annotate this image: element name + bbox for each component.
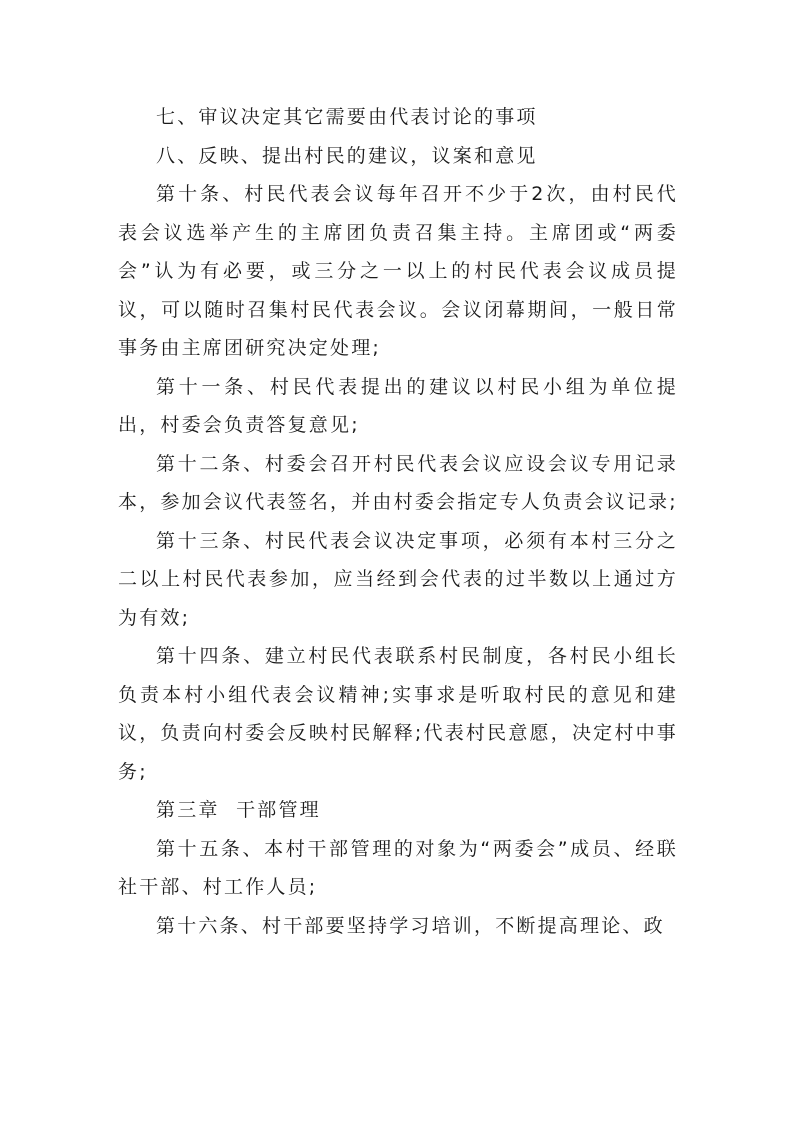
- article-14-paragraph: 第十四条、建立村民代表联系村民制度，各村民小组长负责本村小组代表会议精神;实事求是听取村民的意见和建议，负责向村委会反映村民解释;代表村民意愿，决定村中事务;: [118, 645, 678, 783]
- chapter-3-heading: 第三章 干部管理: [156, 799, 321, 821]
- article-15-paragraph: 第十五条、本村干部管理的对象为“两委会”成员、经联社干部、村工作人员;: [118, 837, 678, 898]
- article-13-paragraph: 第十三条、村民代表会议决定事项，必须有本村三分之二以上村民代表参加，应当经到会代表的过半数以上通过方为有效;: [118, 529, 678, 629]
- paragraph-item-8: 八、反映、提出村民的建议，议案和意见: [156, 144, 538, 167]
- article-11-paragraph: 第十一条、村民代表提出的建议以村民小组为单位提出，村委会负责答复意见;: [118, 375, 678, 436]
- paragraph-item-7: 七、审议决定其它需要由代表讨论的事项: [156, 106, 538, 128]
- article-12-paragraph: 第十二条、村委会召开村民代表会议应设会议专用记录本，参加会议代表签名，并由村委会指定专人负责会议记录;: [118, 452, 678, 513]
- document-body: [118, 98, 678, 945]
- article-10-paragraph: 第十条、村民代表会议每年召开不少于2次，由村民代表会议选举产生的主席团负责召集主持。主席团或“两委会”认为有必要，或三分之一以上的村民代表会议成员提议，可以随时召集村民代表会议。会议闭幕期间，一般日常事务由主席团研究决定处理;: [118, 183, 678, 359]
- article-16-paragraph: 第十六条、村干部要坚持学习培训，不断提高理论、政: [156, 914, 665, 937]
